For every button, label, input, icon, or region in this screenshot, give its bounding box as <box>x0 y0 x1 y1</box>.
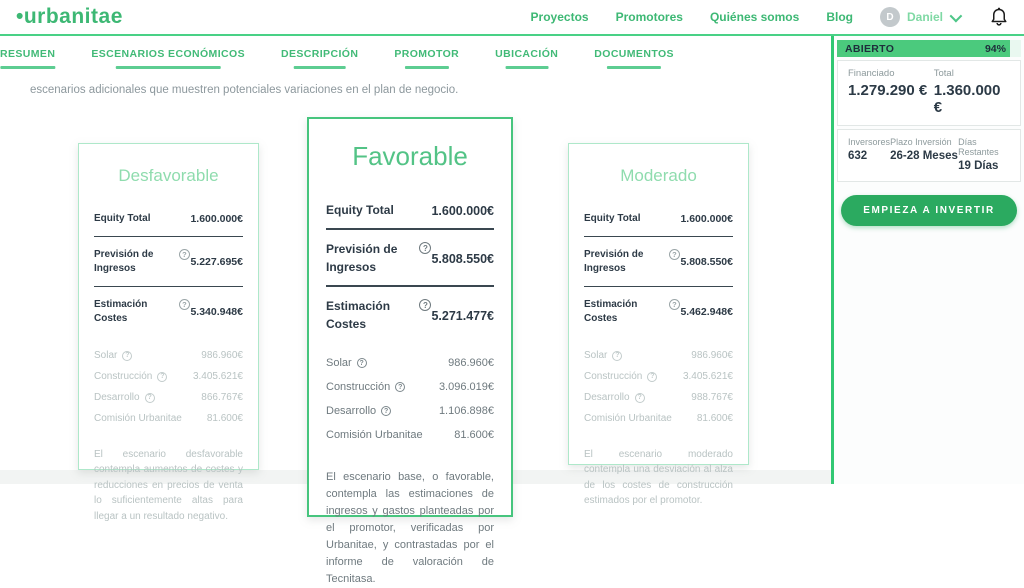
cost-value: 3.096.019€ <box>438 380 494 393</box>
notifications-bell-icon[interactable] <box>990 7 1008 27</box>
days-remaining-label: Días Restantes <box>958 137 999 157</box>
user-menu[interactable] <box>880 7 959 27</box>
funding-progress-bar <box>837 40 1021 57</box>
scenario-card-desfavorable <box>78 143 259 522</box>
cost-label: Solar <box>326 356 352 369</box>
row-value: 5.271.477€ <box>431 308 494 323</box>
help-icon[interactable]: ? <box>157 372 167 382</box>
tab-resumen[interactable]: RESUMEN <box>0 48 55 69</box>
cost-value: 986.960€ <box>448 356 494 369</box>
row-label: Equity Total <box>94 213 151 224</box>
cost-label: Desarrollo <box>584 391 630 403</box>
row-value: 5.808.550€ <box>431 251 494 266</box>
nav-promotores[interactable]: Promotores <box>615 10 683 24</box>
scenario-card-moderado <box>568 143 749 506</box>
cost-row <box>584 345 733 366</box>
cost-value: 866.767€ <box>201 391 243 403</box>
scenario-row <box>326 237 494 287</box>
scenario-row <box>94 244 243 287</box>
cost-value: 1.106.898€ <box>438 404 494 417</box>
scenario-description: El escenario moderado contempla una desviación al alza de los costes de construcción estimados por el promotor. <box>584 448 733 506</box>
scenario-description: El escenario base, o favorable, contempla las estimaciones de ingresos y gastos planteadas por el promotor, verificadas por Urbanitae, y contrastadas por el informe de valoración de Tecnitasa. <box>326 470 494 586</box>
row-value: 1.600.000€ <box>431 203 494 218</box>
tab-promotor[interactable]: PROMOTOR <box>394 48 459 69</box>
row-value: 5.340.948€ <box>190 306 243 318</box>
help-icon[interactable]: ? <box>145 393 155 403</box>
cost-row <box>94 408 243 429</box>
cost-row <box>326 423 494 447</box>
investment-sidebar <box>831 36 1024 484</box>
row-value: 5.808.550€ <box>680 256 733 268</box>
cost-row <box>584 408 733 429</box>
start-investing-button[interactable]: EMPIEZA A INVERTIR <box>841 195 1017 226</box>
funded-label: Financiado <box>848 68 895 79</box>
term-value: 26-28 Meses <box>890 150 958 162</box>
help-icon[interactable]: ? <box>612 351 622 361</box>
row-label: Equity Total <box>584 213 641 224</box>
investment-meta <box>837 129 1021 182</box>
scenario-row <box>94 294 243 331</box>
cost-value: 986.960€ <box>691 349 733 361</box>
main-nav <box>531 7 1008 27</box>
cost-label: Construcción <box>326 380 391 393</box>
help-icon[interactable]: ? <box>419 299 431 311</box>
cost-label: Comisión Urbanitae <box>584 412 672 424</box>
cost-value: 81.600€ <box>454 428 494 441</box>
cost-label: Desarrollo <box>94 391 140 403</box>
row-value: 1.600.000€ <box>190 213 243 226</box>
help-icon[interactable]: ? <box>669 249 680 260</box>
scenario-row <box>584 208 733 237</box>
scenario-title: Desfavorable <box>118 166 219 185</box>
scenario-row <box>94 208 243 237</box>
term-label: Plazo Inversión <box>890 137 952 147</box>
cost-row <box>326 351 494 375</box>
total-label: Total <box>933 68 954 79</box>
cost-row <box>94 366 243 387</box>
cost-label: Comisión Urbanitae <box>94 412 182 424</box>
intro-text: escenarios adicionales que muestren potenciales variaciones en el plan de negocio. <box>30 84 459 96</box>
cost-row <box>94 387 243 408</box>
scenario-card-favorable <box>307 117 513 586</box>
tab-documentos[interactable]: DOCUMENTOS <box>594 48 674 69</box>
row-label: Estimación Costes <box>94 298 148 324</box>
cost-value: 81.600€ <box>696 412 733 424</box>
cost-value: 3.405.621€ <box>682 370 733 382</box>
row-label: Previsión de Ingresos <box>326 242 398 274</box>
help-icon[interactable]: ? <box>179 249 190 260</box>
nav-blog[interactable]: Blog <box>826 10 853 24</box>
funded-value: 1.279.290 € <box>848 82 928 99</box>
scenario-description: El escenario desfavorable contempla aumentos de costes y reducciones en precios de venta lo suficientemente altas para llegar a un resultado negativo. <box>94 448 243 522</box>
help-icon[interactable]: ? <box>179 299 190 310</box>
days-remaining-value: 19 Días <box>958 160 999 172</box>
cost-value: 3.405.621€ <box>192 370 243 382</box>
cost-label: Comisión Urbanitae <box>326 428 423 441</box>
cost-label: Solar <box>94 349 118 361</box>
row-label: Equity Total <box>326 203 394 217</box>
tab-escenarios-economicos[interactable]: ESCENARIOS ECONÓMICOS <box>91 48 245 69</box>
help-icon[interactable]: ? <box>395 382 405 392</box>
scenario-title: Favorable <box>352 141 468 171</box>
investors-block <box>848 137 890 172</box>
investors-label: Inversores <box>848 137 891 147</box>
cost-label: Solar <box>584 349 608 361</box>
nav-quienes-somos[interactable]: Quiénes somos <box>709 10 800 24</box>
cost-breakdown <box>584 345 733 429</box>
tab-descripcion[interactable]: DESCRIPCIÓN <box>281 48 358 69</box>
scenario-row <box>584 244 733 287</box>
funding-summary <box>837 60 1021 126</box>
cost-label: Desarrollo <box>326 404 377 417</box>
cost-row <box>326 399 494 423</box>
cost-breakdown <box>94 345 243 429</box>
user-name: Daniel <box>906 10 943 24</box>
scenario-row <box>584 294 733 331</box>
cost-value: 986.960€ <box>201 349 243 361</box>
cost-breakdown <box>326 351 494 447</box>
urbanitae-logo[interactable]: •urbanitae <box>16 5 123 28</box>
funded-block <box>848 68 934 116</box>
help-icon[interactable]: ? <box>419 242 431 254</box>
investors-value: 632 <box>848 150 868 162</box>
progress-percentage: 94% <box>984 42 1006 55</box>
cost-label: Construcción <box>94 370 153 382</box>
row-value: 5.227.695€ <box>190 256 243 268</box>
scenario-row <box>326 198 494 230</box>
top-header <box>0 0 1024 36</box>
scenario-row <box>326 294 494 337</box>
tab-ubicacion[interactable]: UBICACIÓN <box>495 48 558 69</box>
days-remaining-block <box>958 137 1010 172</box>
help-icon[interactable]: ? <box>381 406 391 416</box>
row-value: 5.462.948€ <box>680 306 733 318</box>
help-icon[interactable]: ? <box>647 372 657 382</box>
cost-row <box>584 387 733 408</box>
row-label: Previsión de Ingresos <box>94 248 154 274</box>
help-icon[interactable]: ? <box>635 393 645 403</box>
help-icon[interactable]: ? <box>669 299 680 310</box>
cost-row <box>326 375 494 399</box>
row-label: Estimación Costes <box>584 298 638 324</box>
cost-value: 988.767€ <box>691 391 733 403</box>
scenario-title: Moderado <box>620 166 697 185</box>
avatar: D <box>880 7 900 27</box>
project-tabs <box>0 48 674 69</box>
help-icon[interactable]: ? <box>122 351 132 361</box>
cost-row <box>94 345 243 366</box>
chevron-down-icon <box>950 9 963 22</box>
term-block <box>890 137 958 172</box>
row-label: Previsión de Ingresos <box>584 248 644 274</box>
help-icon[interactable]: ? <box>357 358 367 368</box>
cost-label: Construcción <box>584 370 643 382</box>
row-label: Estimación Costes <box>326 299 391 331</box>
total-value: 1.360.000 € <box>933 82 1001 116</box>
nav-proyectos[interactable]: Proyectos <box>530 10 589 24</box>
total-block <box>934 68 1010 116</box>
row-value: 1.600.000€ <box>680 213 733 226</box>
cost-value: 81.600€ <box>206 412 243 424</box>
status-badge: ABIERTO <box>845 42 895 55</box>
cost-row <box>584 366 733 387</box>
